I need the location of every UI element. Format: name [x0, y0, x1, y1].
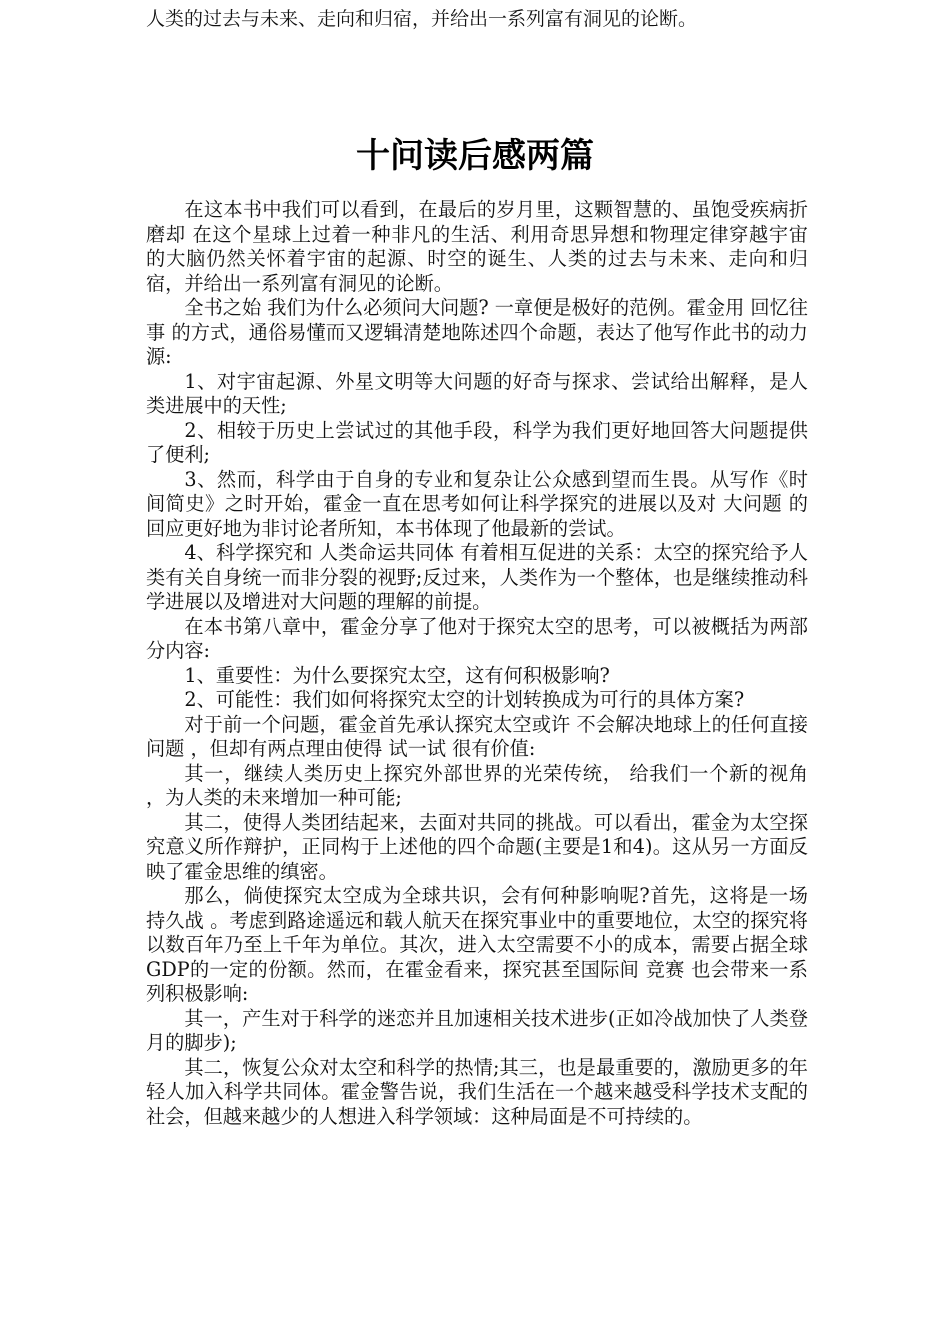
paragraph: 全书之始 我们为什么必须问大问题? 一章便是极好的范例。霍金用 回忆往事 的方式，通俗易懂而又逻辑清楚地陈述四个命题，表达了他写作此书的动力源:	[146, 296, 808, 368]
paragraph: 1、对宇宙起源、外星文明等大问题的好奇与探求、尝试给出解释，是人类进展中的天性;	[146, 369, 808, 417]
paragraph: 2、相较于历史上尝试过的其他手段，科学为我们更好地回答大问题提供了便利;	[146, 418, 808, 466]
paragraph: 2、可能性：我们如何将探究太空的计划转换成为可行的具体方案?	[184, 688, 745, 711]
header-text-fragment: 人类的过去与未来、走向和归宿，并给出一系列富有洞见的论断。	[146, 8, 698, 30]
paragraph: 其一，产生对于科学的迷恋并且加速相关技术进步(正如冷战加快了人类登月的脚步);	[146, 1006, 808, 1054]
paragraph: 4、科学探究和 人类命运共同体 有着相互促进的关系：太空的探究给予人类有关自身统一而非分裂的视野;反过来，人类作为一个整体，也是继续推动科学进展以及增进对大问题的理解的前提。	[146, 541, 808, 613]
paragraph: 3、然而，科学由于自身的专业和复杂让公众感到望而生畏。从写作《时间简史》之时开始，霍金一直在思考如何让科学探究的进展以及对 大问题 的回应更好地为非讨论者所知，本书体现了他最新的尝试。	[146, 467, 808, 540]
paragraph: 其一，继续人类历史上探究外部世界的光荣传统， 给我们一个新的视角 ，为人类的未来增加一种可能;	[146, 761, 808, 809]
article-body	[146, 198, 808, 1129]
paragraph: 1、重要性：为什么要探究太空，这有何积极影响?	[184, 663, 610, 687]
paragraph: 其二，恢复公众对太空和科学的热情;其三，也是最重要的，激励更多的年轻人加入科学共同体。霍金警告说，我们生活在一个越来越受科学技术支配的社会，但越来越少的人想进入科学领域：这种局面是不可持续的。	[146, 1055, 808, 1128]
paragraph: 在这本书中我们可以看到，在最后的岁月里，这颗智慧的、虽饱受疾病折磨却 在这个星球上过着一种非凡的生活、利用奇思异想和物理定律穿越宇宙 的大脑仍然关怀着宇宙的起源、时空的诞生、人类的过去与未来、走向和归宿，并给出一系列富有洞见的论断。	[146, 198, 808, 295]
paragraph: 对于前一个问题，霍金首先承认探究太空或许 不会解决地球上的任何直接问题 ，但却有两点理由使得 试一试 很有价值:	[146, 712, 808, 760]
page-title: 十问读后感两篇	[356, 136, 594, 176]
paragraph: 在本书第八章中，霍金分享了他对于探究太空的思考，可以被概括为两部分内容:	[146, 614, 808, 662]
paragraph: 其二，使得人类团结起来，去面对共同的挑战。可以看出，霍金为太空探究意义所作辩护，正同构于上述他的四个命题(主要是1和4)。这从另一方面反映了霍金思维的缜密。	[146, 810, 808, 883]
paragraph: 那么，倘使探究太空成为全球共识，会有何种影响呢?首先，这将是一场 持久战 。考虑到路途遥远和载人航天在探究事业中的重要地位，太空的探究将以数百年乃至上千年为单位。其次，进入太空需要不小的成本，需要占据全球GDP的一定的份额。然而，在霍金看来，探究甚至国际间 竞赛 也会带来一系列积极影响:	[146, 884, 808, 1005]
